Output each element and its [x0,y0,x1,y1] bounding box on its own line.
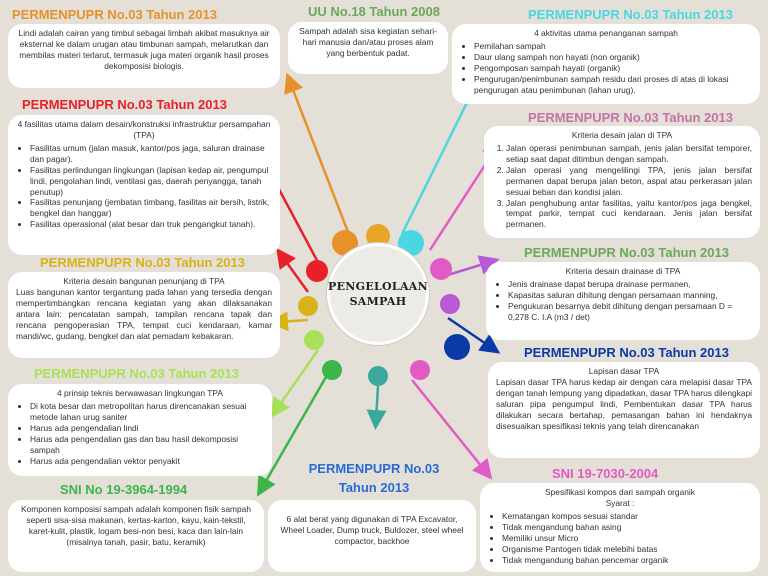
node-green [322,360,342,380]
mid-right2-item: • Kapasitas saluran dihitung dengan persamaan manning, [508,290,752,301]
title-mid-right3: PERMENPUPR No.03 Tahun 2013 [524,345,729,360]
box-mid-right2 [486,262,760,340]
bottom-right-item: • Tidak mengandung bahan pencemar organik [502,555,752,566]
box-mid-left1 [8,115,280,255]
mid-left1-intro: 4 fasilitas utama dalam desain/konstruksi infrastruktur persampahan (TPA) [17,119,271,140]
mid-left1-item: • Fasilitas penunjang (jembatan timbang, fasilitas air bersih, listrik, bengkel dan hanggar) [30,197,272,219]
top-right-item: • Daur ulang sampah non hayati (non organik) [474,52,752,63]
top-center-text: Sampah adalah sisa kegiatan sehari-hari manusia dan/atau proses alam yang berbentuk padat. [299,26,437,58]
arrow-mid-left2 [278,320,308,322]
box-top-center [288,22,448,74]
mid-right2-intro: Kriteria desain drainase di TPA [565,266,681,276]
box-mid-left3 [8,384,272,476]
title-bottom-right: SNI 19-7030-2004 [552,466,659,481]
bottom-right-sub: Syarat : [605,497,635,508]
box-bottom-right [480,483,760,572]
box-mid-right3 [488,362,760,458]
mid-right1-item: 1. Jalan operasi penimbunan sampah, jenis jalan bersifat temporer, setiap saat dapat ditimbun dengan sampah. [506,143,752,165]
bottom-right-item: • Kematangan kompos sesuai standar [502,511,752,522]
top-right-item: • Pengurugan/penimbunan sampah residu dari proses di atas di lokasi pengurugan atau penimbunan (lahan urug). [474,74,752,96]
title-bottom-left: SNI No 19-3964-1994 [60,482,188,497]
node-yellow [298,296,318,316]
top-left-text: Lindi adalah cairan yang timbul sebagai limbah akibat masuknya air eksternal ke dalam urugan atau timbunan sampah, melarutkan dan membilas materi terlarut, termasuk juga materi organik hasil proses dekomposisi biologis. [18,28,270,71]
node-pink-lower [410,360,430,380]
mid-right3-intro: Lapisan dasar TPA [588,366,660,376]
bottom-center-title-line1: PERMENPUPR No.03 [308,461,440,476]
bottom-right-item: • Tidak mengandung bahan asing [502,522,752,533]
mid-right1-item: 3. Jalan penghubung antar fasilitas, yaitu kantor/pos jaga bengkel, tempat parkir, tempat cuci kendaraan. Jenis jalan bersifat permanen. [506,198,752,231]
box-mid-left2 [8,272,280,358]
box-bottom-center [268,500,476,572]
mid-right1-item: 2. Jalan operasi yang mengelilingi TPA, jenis jalan bersifat permanen dapat berupa jalan beton, aspal atau perkerasan jalan sesuai beban dan kondisi jalan. [506,165,752,198]
mid-left3-intro: 4 prinsip teknis berwawasan lingkungan TPA [57,388,223,398]
top-right-intro: 4 aktivitas utama penanganan sampah [534,28,678,38]
bottom-right-item: • Organisme Pantogen tidak melebihi batas [502,544,752,555]
mid-left1-item: • Fasilitas operasional (alat besar dan truk pengangkut tanah). [30,219,272,230]
bottom-center-title-line2: Tahun 2013 [338,480,410,495]
node-lgreen [304,330,324,350]
bottom-left-text: Komponen komposisi sampah adalah komponen fisik sampah seperti sisa-sisa makanan, kertas-karton, kayu, kain-tekstil, karet-kulit, plastik, logam besi-non besi, kaca dan lain-lain (misalnya tanah, pasir, batu, keramik) [21,504,251,547]
title-top-right: PERMENPUPR No.03 Tahun 2013 [528,7,733,22]
title-mid-right1: PERMENPUPR No.03 Tahun 2013 [528,110,733,125]
arrow-top-center [290,82,348,232]
bottom-right-intro: Spesifikasi kompos dari sampah organik [545,487,695,497]
node-teal [368,366,388,386]
arrow-bottom-right [412,380,486,472]
top-right-item: • Pemilahan sampah [474,41,752,52]
box-mid-right1 [484,126,760,238]
mid-left3-item: • Harus ada pengendalian lindi [30,423,264,434]
mid-right1-intro: Kriteria desain jalan di TPA [571,130,673,140]
arrow-mid-left1 [282,256,308,292]
mid-right3-text: Lapisan dasar TPA harus kedap air dengan cara melapisi dasar TPA dengan tanah lempung yang dipadatkan, dasar TPA harus dilengkapi saluran pipa pengumpul lindi, Pembentukan dasar TPA harus dilakukan secara bertahap, pemasangan bahan ini hendaknya disesuaikan spesifikasi teknis yang telah direncanakan [496,376,752,431]
node-red-upper [306,260,328,282]
mid-left1-item: • Fasilitas umum (jalan masuk, kantor/pos jaga, saluran drainase dan pagar). [30,143,272,165]
mid-left3-item: • Harus ada pengendalian vektor penyakit [30,456,264,467]
box-top-left [8,24,280,88]
bottom-right-item: • Memiliki unsur Micro [502,533,752,544]
arrow-bottom-center [376,386,378,420]
title-mid-right2: PERMENPUPR No.03 Tahun 2013 [524,245,729,260]
title-mid-left1: PERMENPUPR No.03 Tahun 2013 [22,97,227,112]
mid-left2-intro: Kriteria desain bangunan penunjang di TPA [63,276,225,286]
box-bottom-left [8,500,264,572]
mid-left3-item: • Harus ada pengendalian gas dan bau hasil dekomposisi sampah [30,434,264,456]
center-line1: PENGELOLAAN [328,279,428,293]
mid-right2-item: • Pengukuran besarnya debit dihitung dengan persamaan D = 0,278 C. I.A (m3 / det) [508,301,752,323]
mid-left3-item: • Di kota besar dan metropolitan harus direncanakan sesuai metode lahan urug saniter [30,401,264,423]
title-top-center: UU No.18 Tahun 2008 [308,4,440,19]
node-pink-upper [430,258,452,280]
bottom-center-text: 6 alat berat yang digunakan di TPA Excavator, Wheel Loader, Dump truck, Buldozer, steel wheel compactor, backhoe [280,514,464,546]
title-mid-left2: PERMENPUPR No.03 Tahun 2013 [40,255,245,270]
node-navy [444,334,470,360]
title-mid-left3: PERMENPUPR No.03 Tahun 2013 [34,366,239,381]
center-line2: SAMPAH [349,295,407,308]
title-top-left: PERMENPUPR No.03 Tahun 2013 [12,7,217,22]
mid-left2-text: Luas bangunan kantor tergantung pada lahan yang tersedia dengan mempertimbangkan rencana kegiatan yang akan dilaksanakan antara lain: pencatatan sampah, tampilan rencana tapak dan rencana pengoperasian TPA, tempat cuci kendaraan, kamar mandi/wc, gudang, bengkel dan alat pemadam kebakaran. [16,286,272,341]
box-top-right [452,24,760,104]
mid-right2-item: • Jenis drainase dapat berupa drainase permanen, [508,279,752,290]
mid-left1-item: • Fasilitas perlindungan lingkungan (lapisan kedap air, pengumpul lindi, pengolahan lindi, ventilasi gas, daerah penyangga, tanah penutup) [30,165,272,198]
center-circle [327,243,429,345]
title-bottom-center [306,461,442,495]
top-right-item: • Pengomposan sampah hayati (organik) [474,63,752,74]
node-violet [440,294,460,314]
